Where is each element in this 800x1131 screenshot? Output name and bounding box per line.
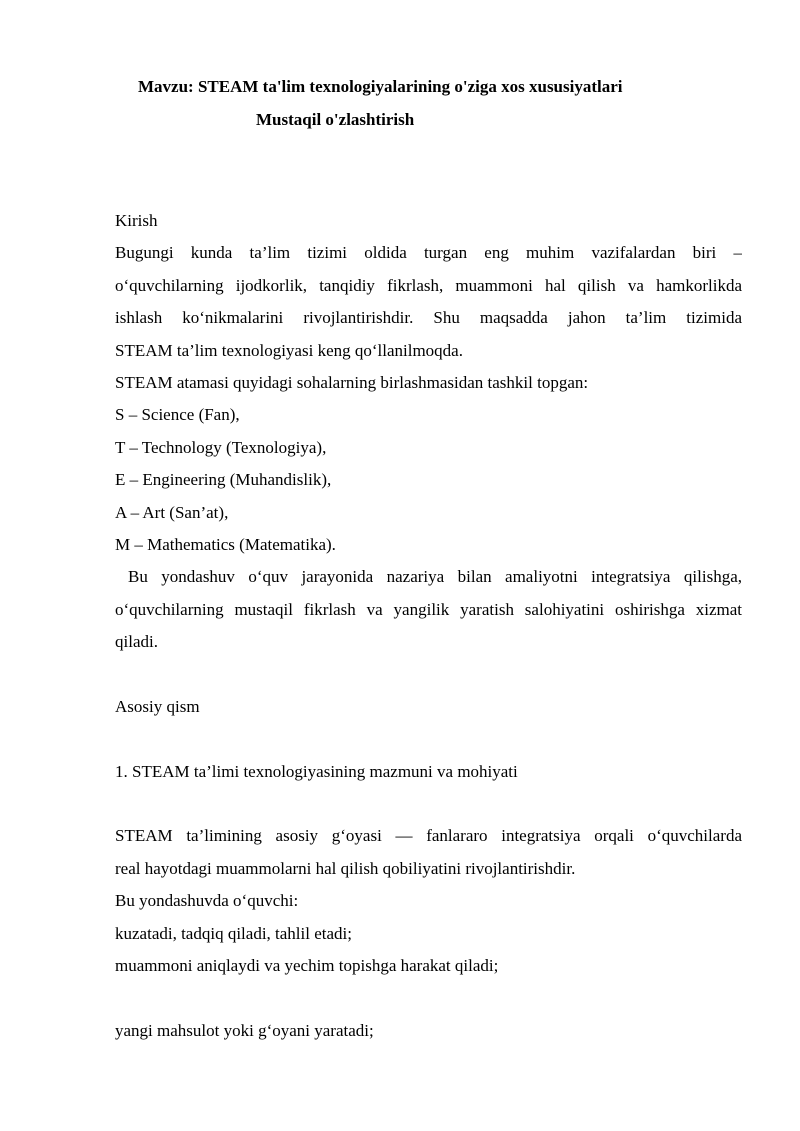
paragraph-line: o‘quvchilarning mustaqil fikrlash va yangilik yaratish salohiyatini oshirishga xizmat <box>115 599 742 619</box>
list-item: muammoni aniqlaydi va yechim topishga harakat qiladi; <box>115 955 499 975</box>
blank-line <box>115 788 742 820</box>
student-intro-text: Bu yondashuvda o‘quvchi: <box>115 891 299 911</box>
blank-line <box>115 982 742 1014</box>
blank-line <box>115 723 742 755</box>
list-item: S – Science (Fan), <box>115 405 240 425</box>
list-item: A – Art (San’at), <box>115 502 229 522</box>
paragraph-line: Bugungi kunda ta’lim tizimi oldida turgan eng muhim vazifalardan biri – <box>115 243 742 263</box>
section-heading-1: 1. STEAM ta’limi texnologiyasining mazmuni va mohiyati <box>115 761 518 781</box>
document-subtitle: Mustaqil o'zlashtirish <box>256 110 415 129</box>
paragraph-line: STEAM ta’lim texnologiyasi keng qo‘llanilmoqda. <box>115 340 463 360</box>
section-heading-kirish: Kirish <box>115 211 158 230</box>
section-heading-asosiy: Asosiy qism <box>115 696 200 716</box>
paragraph-line: STEAM ta’limining asosiy g‘oyasi — fanlararo integratsiya orqali o‘quvchilarda <box>115 826 742 846</box>
list-item: yangi mahsulot yoki g‘oyani yaratadi; <box>115 1020 374 1040</box>
document-title: Mavzu: STEAM ta'lim texnologiyalarining o'ziga xos xususiyatlari <box>138 77 623 96</box>
blank-line <box>115 658 742 690</box>
list-item: kuzatadi, tadqiq qiladi, tahlil etadi; <box>115 923 352 943</box>
steam-intro-text: STEAM atamasi quyidagi sohalarning birlashmasidan tashkil topgan: <box>115 372 589 392</box>
list-item: T – Technology (Texnologiya), <box>115 437 327 457</box>
paragraph-line: qiladi. <box>115 632 158 652</box>
paragraph-line: Bu yondashuv o‘quv jarayonida nazariya bilan amaliyotni integratsiya qilishga, <box>128 567 742 587</box>
list-item: E – Engineering (Muhandislik), <box>115 470 332 490</box>
paragraph-line: real hayotdagi muammolarni hal qilish qobiliyatini rivojlantirishdir. <box>115 858 576 878</box>
paragraph-line: o‘quvchilarning ijodkorlik, tanqidiy fikrlash, muammoni hal qilish va hamkorlikda <box>115 275 742 295</box>
paragraph-line: ishlash ko‘nikmalarini rivojlantirishdir. Shu maqsadda jahon ta’lim tizimida <box>115 308 742 328</box>
list-item: M – Mathematics (Matematika). <box>115 534 336 554</box>
document-body <box>115 205 742 1047</box>
